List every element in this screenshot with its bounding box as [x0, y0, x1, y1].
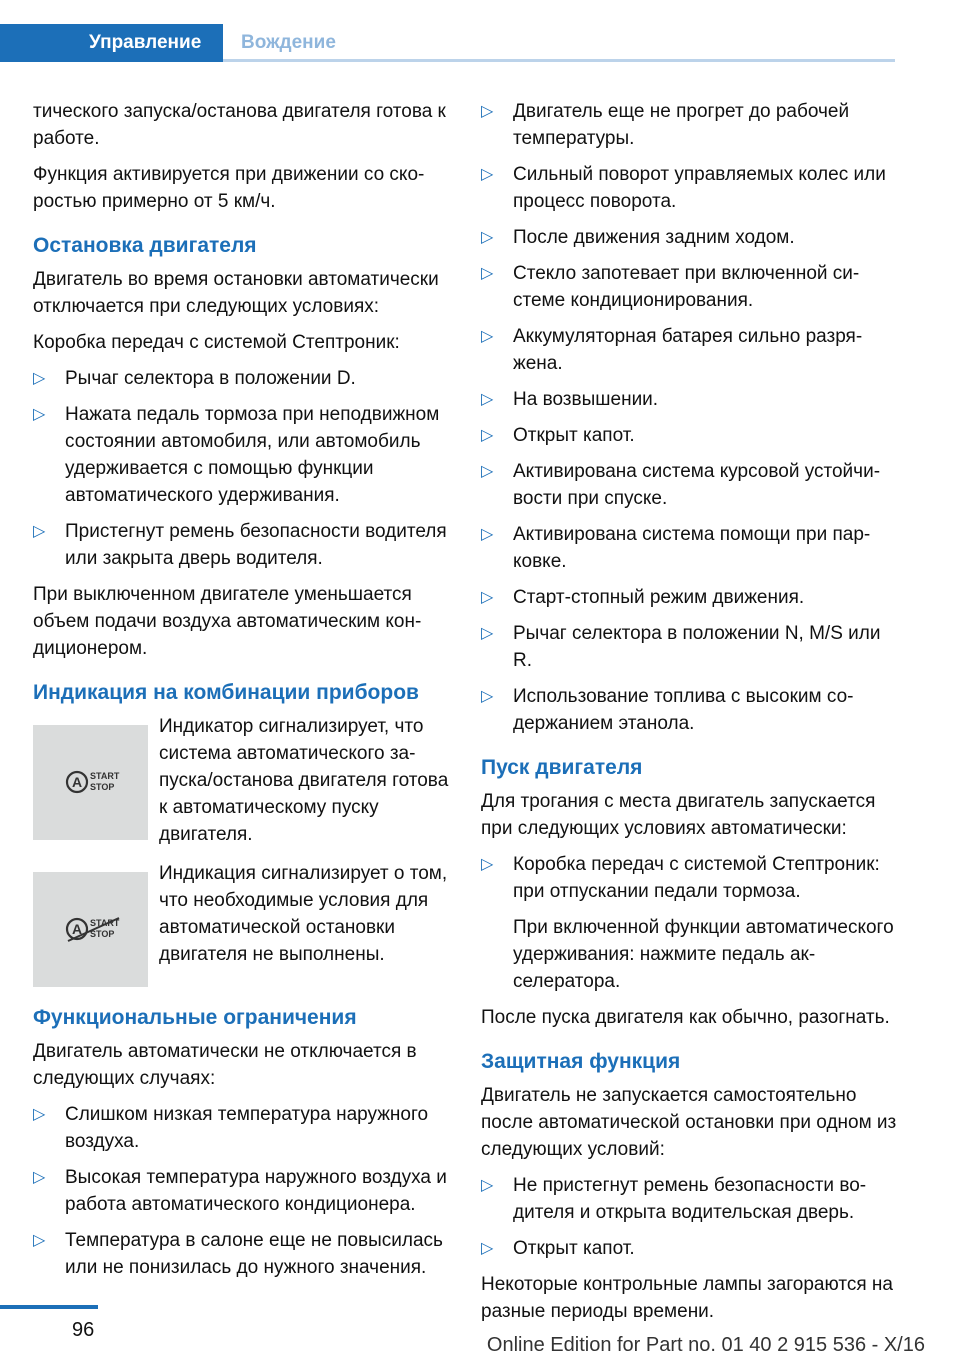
list-item — [481, 161, 899, 215]
triangle-bullet-icon: ▷ — [33, 370, 46, 387]
limits-list-right — [481, 98, 899, 737]
list-item — [481, 323, 899, 377]
indicator-image-not-met — [33, 872, 148, 987]
footer-divider — [0, 1305, 98, 1309]
indicator-not-met — [33, 860, 450, 987]
paragraph: Двигатель автоматически не отключается в следующих случаях: — [33, 1041, 417, 1089]
paragraph: Некоторые контрольные лампы загораются на разные периоды времени. — [481, 1274, 893, 1322]
triangle-bullet-icon: ▷ — [481, 526, 494, 543]
list-item-text: Активирована система помощи при парковке. — [513, 524, 871, 572]
triangle-bullet-icon: ▷ — [33, 1106, 46, 1123]
left-column — [33, 98, 450, 1290]
section-heading-stop: Остановка двигателя — [33, 234, 257, 257]
section-heading-protect: Защитная функция — [481, 1050, 681, 1073]
triangle-bullet-icon: ▷ — [481, 1177, 494, 1194]
paragraph: После пуска двигателя как обычно, разогнать. — [481, 1007, 890, 1028]
list-item-text: На возвышении. — [513, 389, 659, 410]
section-heading-limits: Функциональные ограничения — [33, 1006, 357, 1029]
list-item — [481, 458, 899, 512]
page-number: 96 — [72, 1319, 95, 1341]
list-item-text: Коробка передач с системой Стептроник: при отпускании педали тормоза. — [513, 854, 880, 902]
list-item-text: Не пристегнут ремень безопасности водителя и открыта водительская дверь. — [513, 1175, 867, 1223]
triangle-bullet-icon: ▷ — [481, 265, 494, 282]
list-item — [481, 1172, 899, 1226]
svg-text:START: START — [90, 918, 120, 928]
list-item-text: Двигатель еще не прогрет до рабочей температуры. — [513, 101, 850, 149]
list-item — [33, 518, 450, 572]
start-conditions-list — [481, 851, 899, 995]
list-item — [481, 1235, 899, 1262]
triangle-bullet-icon: ▷ — [33, 1169, 46, 1186]
paragraph: Двигатель не запускается самостоятельно после автоматической остановки при одном из следующих условий: — [481, 1085, 897, 1160]
paragraph: При выключенном двигателе уменьшается объем подачи воздуха автоматическим кондиционером. — [33, 584, 422, 659]
tab-underline — [223, 59, 895, 62]
list-item — [481, 260, 899, 314]
list-item-text: Слишком низкая температура наружного воздуха. — [65, 1104, 429, 1152]
list-item-text: Рычаг селектора в положении D. — [65, 368, 356, 389]
limits-list-left — [33, 1101, 450, 1281]
list-item-text: Рычаг селектора в положении N, M/S или R. — [513, 623, 881, 671]
triangle-bullet-icon: ▷ — [481, 589, 494, 606]
triangle-bullet-icon: ▷ — [481, 625, 494, 642]
indicator-description: Индикация сигнализирует о том, что необходимые условия для автоматической остановки двигателя не выполнены. — [159, 863, 448, 965]
list-item — [481, 851, 899, 995]
indicator-description: Индикатор сигнализирует, что система автоматического запуска/останова двигателя готова к автоматическому пуску двигателя. — [159, 716, 449, 845]
triangle-bullet-icon: ▷ — [481, 166, 494, 183]
tab-vozhdenie[interactable]: Вождение — [241, 32, 336, 53]
protect-conditions-list — [481, 1172, 899, 1262]
list-item-text: После движения задним ходом. — [513, 227, 795, 248]
tab-upravlenie[interactable]: Управление — [0, 24, 223, 62]
list-item-text: Открыт капот. — [513, 425, 635, 446]
triangle-bullet-icon: ▷ — [481, 856, 494, 873]
list-item-text: Сильный поворот управляемых колес или процесс поворота. — [513, 164, 886, 212]
list-item — [481, 521, 899, 575]
auto-start-stop-icon — [65, 767, 121, 797]
header-tabs — [0, 0, 895, 62]
list-item-text: Нажата педаль тормоза при неподвижном состоянии автомобиля, или автомобиль удерживается с помощью функции автоматического удерживания. — [65, 404, 440, 506]
section-heading-indication: Индикация на комбинации приборов — [33, 681, 419, 704]
list-item-text: Старт-стопный режим движения. — [513, 587, 805, 608]
triangle-bullet-icon: ▷ — [481, 427, 494, 444]
list-item — [481, 224, 899, 251]
triangle-bullet-icon: ▷ — [481, 688, 494, 705]
triangle-bullet-icon: ▷ — [33, 523, 46, 540]
list-item-text: Активирована система курсовой устойчивости при спуске. — [513, 461, 881, 509]
triangle-bullet-icon: ▷ — [481, 391, 494, 408]
list-item-subtext: При включенной функции автоматического удерживания: нажмите педаль акселератора. — [513, 917, 894, 992]
section-heading-start: Пуск двигателя — [481, 756, 643, 779]
triangle-bullet-icon: ▷ — [481, 1240, 494, 1257]
svg-text:A: A — [71, 774, 83, 790]
triangle-bullet-icon: ▷ — [481, 463, 494, 480]
list-item — [33, 401, 450, 509]
paragraph: Для трогания с места двигатель запускается при следующих условиях автоматически: — [481, 791, 876, 839]
paragraph: Коробка передач с системой Стептроник: — [33, 332, 400, 353]
svg-text:STOP: STOP — [90, 929, 115, 939]
list-item — [481, 98, 899, 152]
edition-footer: Online Edition for Part no. 01 40 2 915 536 - X/16 — [486, 1334, 925, 1356]
svg-text:A: A — [71, 921, 83, 937]
right-column — [481, 98, 899, 1334]
list-item-text: Пристегнут ремень безопасности водителя или закрыта дверь водителя. — [65, 521, 447, 569]
list-item — [33, 365, 450, 392]
list-item — [33, 1164, 450, 1218]
indicator-image-ready — [33, 725, 148, 840]
list-item — [33, 1101, 450, 1155]
triangle-bullet-icon: ▷ — [481, 328, 494, 345]
triangle-bullet-icon: ▷ — [33, 1232, 46, 1249]
svg-text:STOP: STOP — [90, 782, 115, 792]
list-item — [481, 422, 899, 449]
triangle-bullet-icon: ▷ — [33, 406, 46, 423]
list-item — [481, 683, 899, 737]
list-item-text: Высокая температура наружного воздуха и работа автоматического кондиционера. — [65, 1167, 447, 1215]
svg-text:START: START — [90, 771, 120, 781]
list-item-text: Температура в салоне еще не повысилась или не понизилась до нужного значения. — [65, 1230, 443, 1278]
indicator-ready — [33, 713, 450, 848]
triangle-bullet-icon: ▷ — [481, 103, 494, 120]
paragraph: Функция активируется при движении со скоростью примерно от 5 км/ч. — [33, 164, 425, 212]
list-item — [33, 1227, 450, 1281]
list-item — [481, 620, 899, 674]
list-item — [481, 386, 899, 413]
list-item-text: Аккумуляторная батарея сильно разряжена. — [513, 326, 863, 374]
list-item-text: Открыт капот. — [513, 1238, 635, 1259]
triangle-bullet-icon: ▷ — [481, 229, 494, 246]
list-item — [481, 584, 899, 611]
paragraph: тического запуска/останова двигателя готова к работе. — [33, 101, 446, 149]
list-item-text: Использование топлива с высоким содержанием этанола. — [513, 686, 854, 734]
paragraph: Двигатель во время остановки автоматически отключается при следующих условиях: — [33, 269, 439, 317]
auto-start-stop-off-icon — [65, 914, 121, 944]
stop-conditions-list — [33, 365, 450, 572]
list-item-text: Стекло запотевает при включенной системе кондиционирования. — [513, 263, 860, 311]
